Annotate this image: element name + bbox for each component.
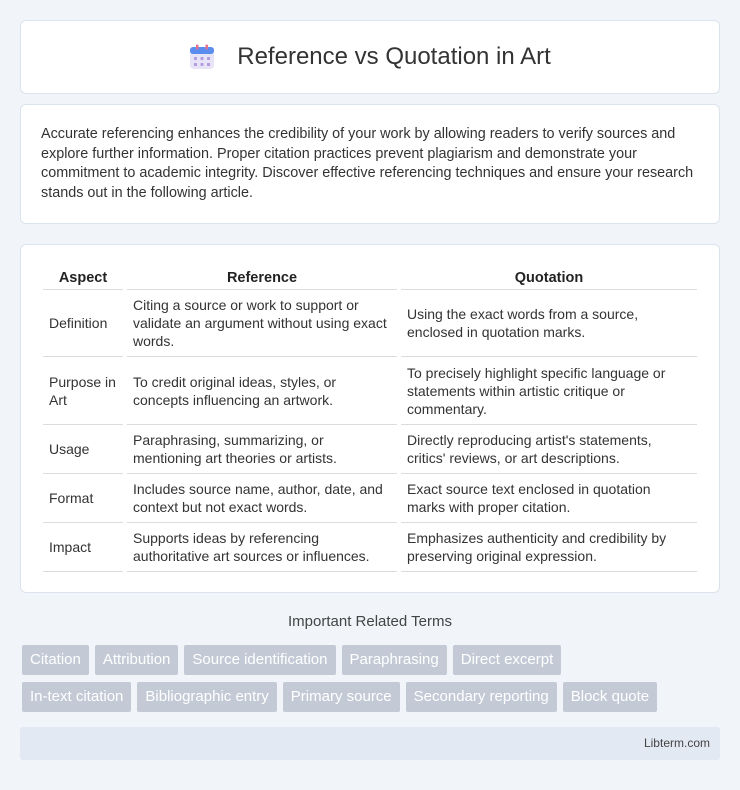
intro-card: [20, 104, 720, 224]
tag-attribution[interactable]: Attribution: [95, 645, 179, 675]
table-row: [43, 523, 697, 572]
tag-in-text-citation[interactable]: In-text citation: [22, 682, 131, 712]
table-row: [43, 290, 697, 357]
aspect-cell: Purpose in Art: [43, 357, 123, 425]
aspect-cell: Definition: [43, 290, 123, 357]
footer: [20, 727, 720, 760]
quotation-cell: Emphasizes authenticity and credibility by preserving original expression.: [401, 523, 697, 572]
table-row: [43, 357, 697, 425]
tag-primary-source[interactable]: Primary source: [283, 682, 400, 712]
quotation-cell: Directly reproducing artist's statements, critics' reviews, or art descriptions.: [401, 425, 697, 474]
tag-row: [22, 645, 722, 675]
column-header: Aspect: [43, 265, 123, 290]
table-header-row: [43, 265, 697, 290]
column-header: Reference: [127, 265, 397, 290]
tag-citation[interactable]: Citation: [22, 645, 89, 675]
quotation-cell: Exact source text enclosed in quotation marks with proper citation.: [401, 474, 697, 523]
calendar-icon: [189, 44, 215, 70]
tag-bibliographic-entry[interactable]: Bibliographic entry: [137, 682, 276, 712]
tag-source-identification[interactable]: Source identification: [184, 645, 335, 675]
quotation-cell: Using the exact words from a source, enclosed in quotation marks.: [401, 290, 697, 357]
reference-cell: To credit original ideas, styles, or concepts influencing an artwork.: [127, 357, 397, 425]
quotation-cell: To precisely highlight specific language or statements within artistic critique or commentary.: [401, 357, 697, 425]
aspect-cell: Format: [43, 474, 123, 523]
table-row: [43, 425, 697, 474]
page-title: Reference vs Quotation in Art: [237, 43, 551, 70]
comparison-table-card: [20, 244, 720, 593]
aspect-cell: Usage: [43, 425, 123, 474]
tag-secondary-reporting[interactable]: Secondary reporting: [406, 682, 557, 712]
reference-cell: Includes source name, author, date, and context but not exact words.: [127, 474, 397, 523]
footer-brand[interactable]: Libterm.com: [643, 736, 710, 750]
header-card: [20, 20, 720, 94]
related-terms-tags: [22, 645, 722, 719]
tag-paraphrasing[interactable]: Paraphrasing: [342, 645, 447, 675]
aspect-cell: Impact: [43, 523, 123, 572]
intro-text: Accurate referencing enhances the credibility of your work by allowing readers to verify sources and explore further information. Proper citation practices prevent plagiarism and demonstrate your commitment to academic integrity. Discover effective referencing techniques and ensure your research stands out in the following article.: [41, 126, 694, 201]
comparison-table: [39, 265, 701, 572]
tag-direct-excerpt[interactable]: Direct excerpt: [453, 645, 562, 675]
table-row: [43, 474, 697, 523]
reference-cell: Citing a source or work to support or validate an argument without using exact words.: [127, 290, 397, 357]
column-header: Quotation: [401, 265, 697, 290]
related-terms-title: Important Related Terms: [288, 613, 452, 630]
reference-cell: Supports ideas by referencing authoritative art sources or influences.: [127, 523, 397, 572]
tag-row: [22, 682, 722, 712]
reference-cell: Paraphrasing, summarizing, or mentioning art theories or artists.: [127, 425, 397, 474]
tag-block-quote[interactable]: Block quote: [563, 682, 657, 712]
